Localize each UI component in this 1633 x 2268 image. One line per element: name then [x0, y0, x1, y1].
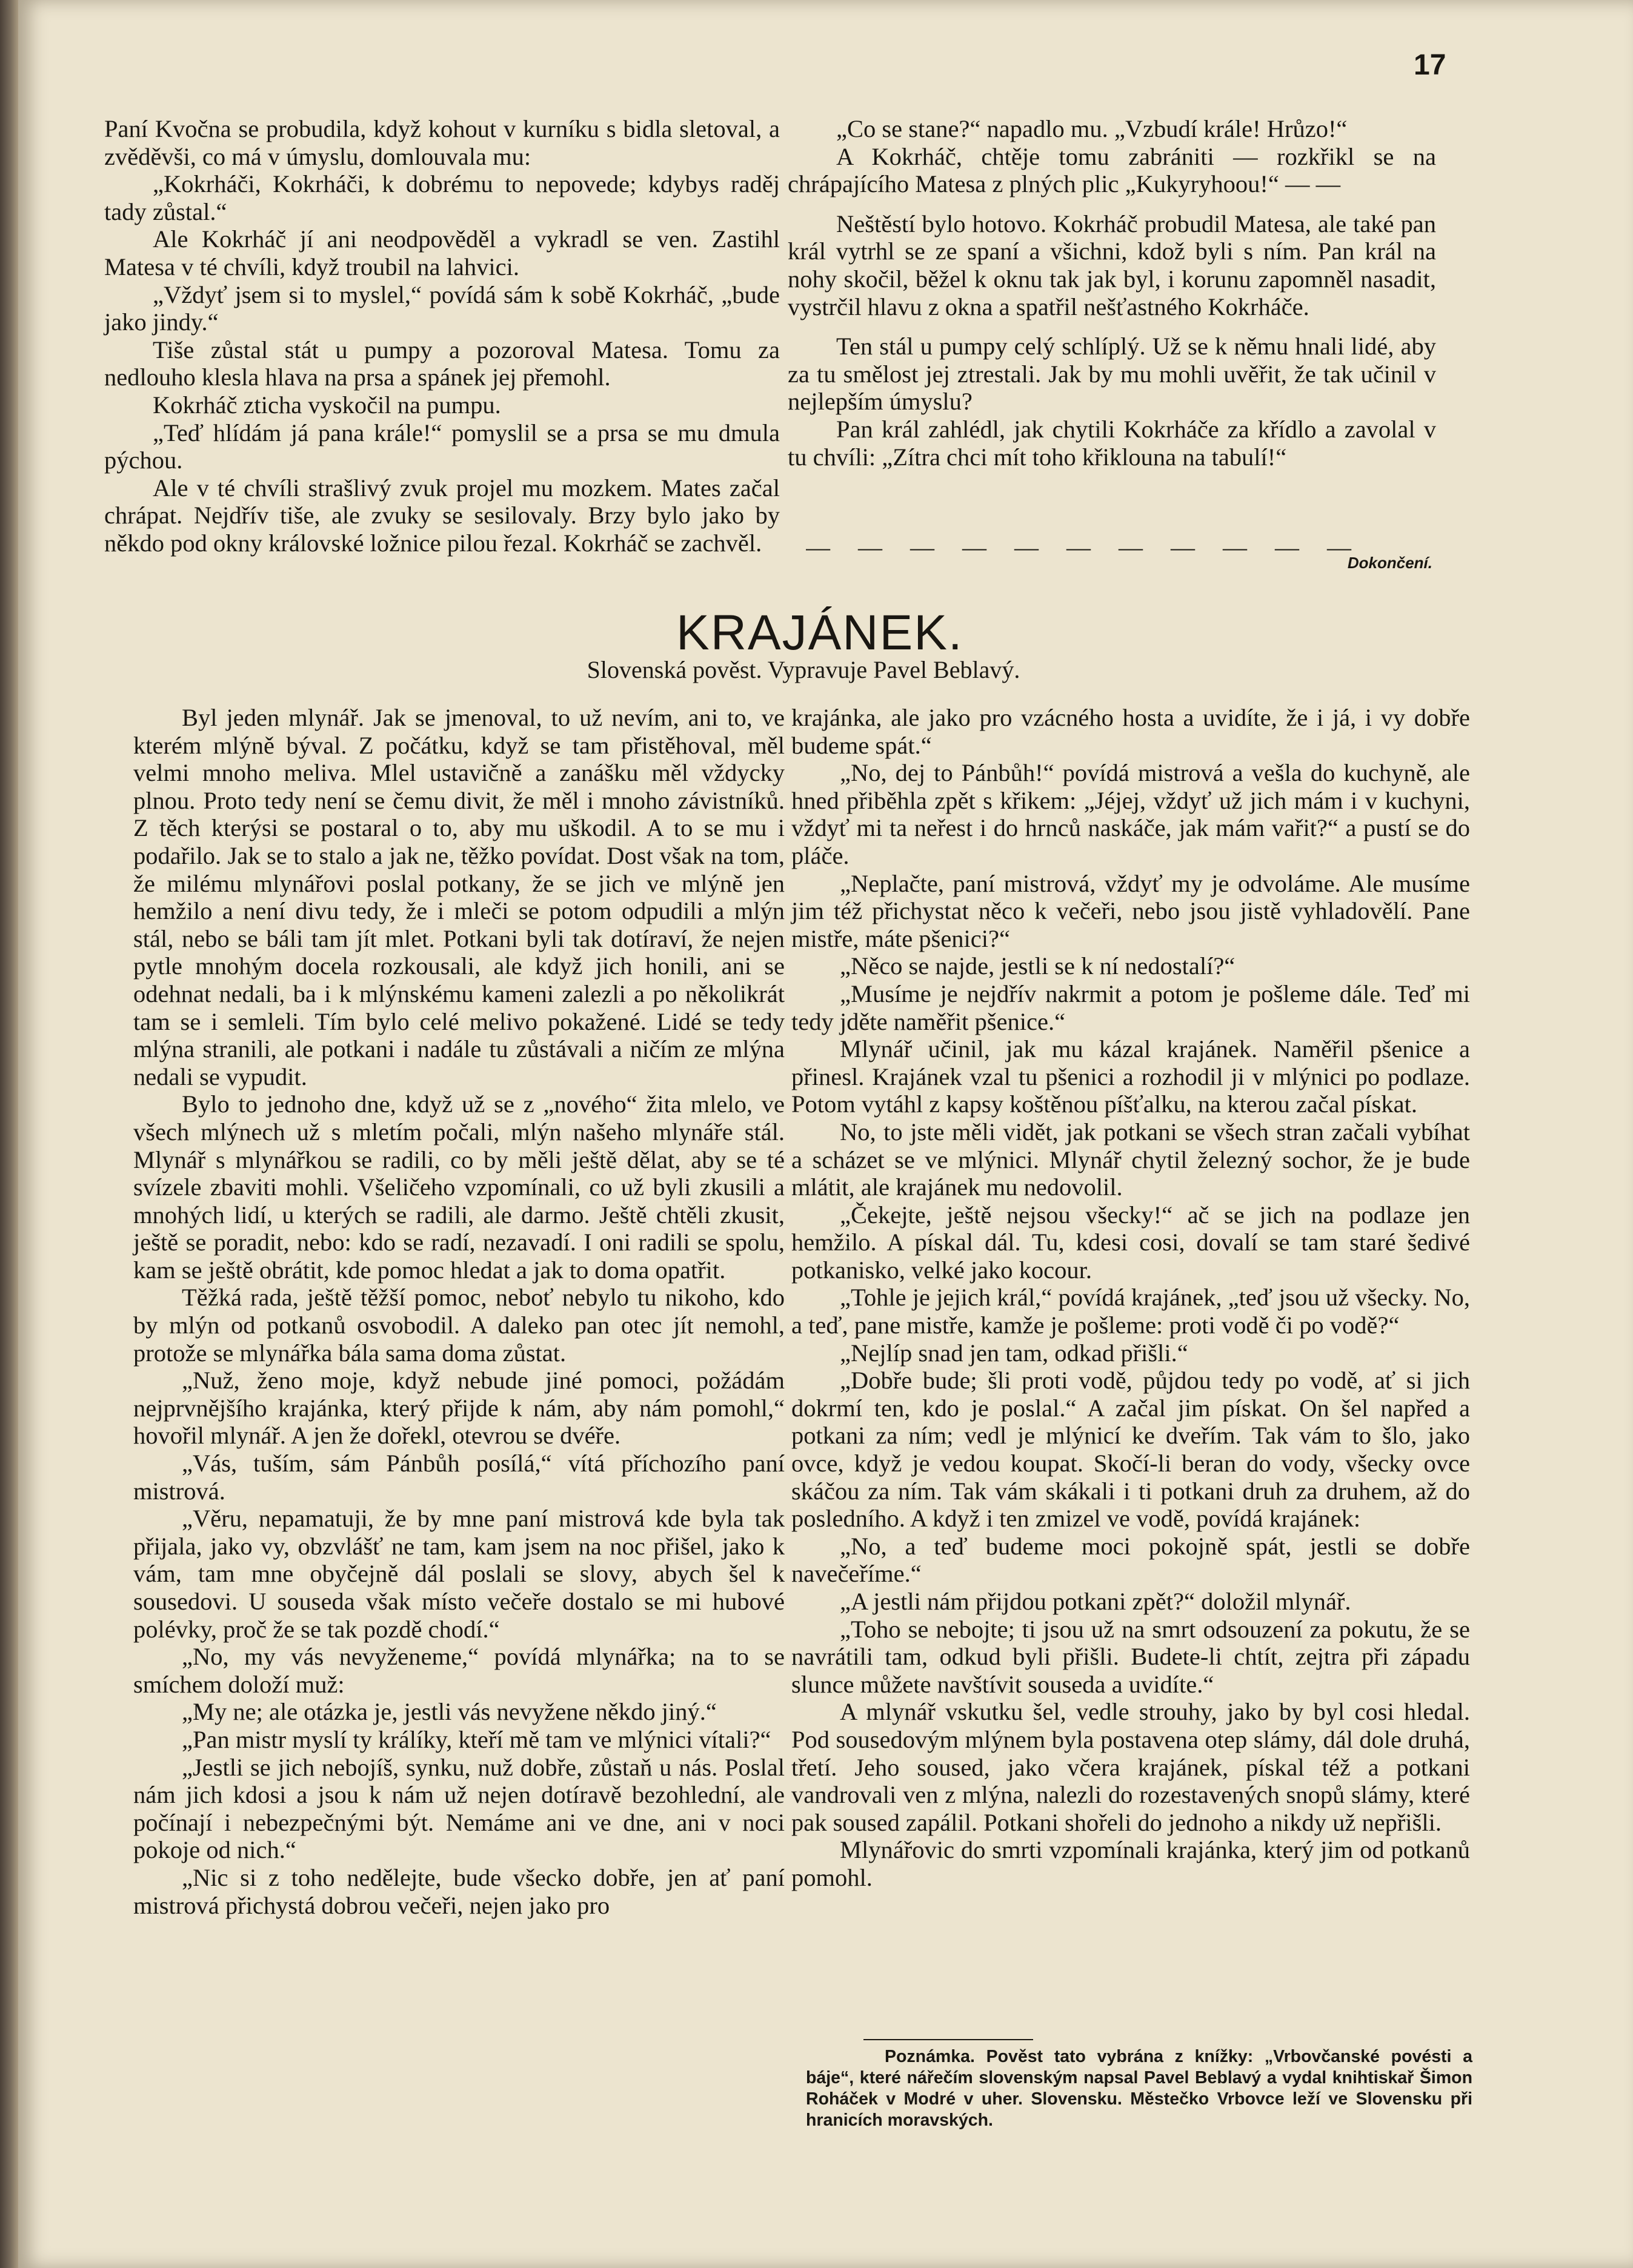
- footnote-rule: [863, 2039, 1033, 2040]
- paragraph: „Vždyť jsem si to myslel,“ povídá sám k sobě Kokrháč, „bude jako jindy.“: [104, 280, 780, 336]
- paragraph: Neštěstí bylo hotovo. Kokrháč probudil Matesa, ale také pan král vytrhl se ze spaní a všichni, kdož byli s ním. Pan král na nohy skočil, běžel k oknu tak jak byl, i korunu zapomněl nasadit, vystrčil hlavu z okna a spatřil nešťastného Kokrháče.: [788, 210, 1436, 320]
- paragraph: „Dobře bude; šli proti vodě, půjdou tedy po vodě, ať si jich dokrmí ten, kdo je poslal.“ A začal jim pískat. On šel napřed a potkani za ním; vedl je mlýnicí ke dveřím. Tak vám to šlo, jako ovce, když je vedou koupat. Skočí-li beran do vody, všecky ovce skáčou za ním. Tak vám skákali i ti potkani druh za druhem, až do posledního. A když i ten zmizel ve vodě, povídá krajánek:: [791, 1367, 1470, 1533]
- paragraph: „Neplačte, paní mistrová, vždyť my je odvoláme. Ale musíme jim též přichystat něco k večeři, nebo jsou jistě vyhladovělí. Pane mistře, máte pšenici?“: [791, 869, 1470, 952]
- paragraph: A Kokrháč, chtěje tomu zabrániti — rozkřikl se na chrápajícího Matesa z plných plic „Kukyryhoou!“ — —: [788, 142, 1436, 198]
- page-number: 17: [1414, 49, 1446, 81]
- paragraph: „No, my vás nevyženeme,“ povídá mlynářka; na to se smíchem doloží muž:: [133, 1643, 785, 1698]
- top-left-column: [104, 115, 780, 557]
- paragraph: Mlynář učinil, jak mu kázal krajánek. Naměřil pšenice a přinesl. Krajánek vzal tu pšenici a rozhodil ji v mlýnici po podlaze. Potom vytáhl z kapsy koštěnou píšťalku, na kterou začal pískat.: [791, 1035, 1470, 1118]
- story-title: KRAJÁNEK.: [676, 605, 963, 660]
- paragraph: „No, a teď budeme moci pokojně spát, jestli se dobře navečeříme.“: [791, 1532, 1470, 1588]
- paragraph: A mlynář vskutku šel, vedle strouhy, jako by byl cosi hledal. Pod sousedovým mlýnem byla postavena otep slámy, dál dole druhá, třetí. Jeho soused, jako včera krajánek, pískal též a potkani vandrovali ven z mlýna, nalezli do rozestavených snopů slámy, které pak soused zapálil. Potkani shořeli do jednoho a nikdy už nepřišli.: [791, 1698, 1470, 1836]
- paragraph: „Co se stane?“ napadlo mu. „Vzbudí krále! Hrůzo!“: [836, 115, 1348, 142]
- paragraph: „Nejlíp snad jen tam, odkad přišli.“: [840, 1339, 1188, 1367]
- paragraph: Ale Kokrháč jí ani neodpověděl a vykradl se ven. Zastihl Matesa v té chvíli, když troubil na lahvici.: [104, 225, 780, 280]
- paragraph: „Nuž, ženo moje, když nebude jiné pomoci, požádám nejprvnějšího krajánka, který přijde k nám, aby nám pomohl,“ hovořil mlynář. A jen že dořekl, otevrou se dvéře.: [133, 1367, 785, 1450]
- paragraph: „Nic si z toho nedělejte, bude všecko dobře, jen ať paní mistrová přichystá dobrou večeři, nejen jako pro: [133, 1863, 785, 1919]
- right-column: [791, 704, 1470, 1892]
- paragraph: No, to jste měli vidět, jak potkani se všech stran začali vybíhat a scházet se ve mlýnici. Mlynář chytil železný sochor, že je bude mlátit, ale krajánek mu nedovolil.: [791, 1118, 1470, 1201]
- conclusion-mark: Dokončení.: [1347, 554, 1432, 572]
- paragraph: „My ne; ale otázka je, jestli vás nevyžene někdo jiný.“: [182, 1698, 717, 1726]
- footnote-text: Poznámka. Pověst tato vybrána z knížky: „Vrbovčanské povésti a báje“, které nářečím slovenským napsal Pavel Beblavý a vydal knihtiskař Šimon Roháček v Modré v uher. Slovensku. Městečko Vrbovce leží ve Slovensku při hranicích moravských.: [806, 2047, 1472, 2130]
- paragraph: Těžká rada, ještě těžší pomoc, neboť nebylo tu nikoho, kdo by mlýn od potkanů osvobodil. A daleko pan otec jít nemohl, protože se mlynářka bála sama doma zůstat.: [133, 1284, 785, 1367]
- footnote: [806, 2046, 1472, 2131]
- paragraph: Mlynářovic do smrti vzpomínali krajánka, který jim od potkanů pomohl.: [791, 1836, 1470, 1891]
- paragraph: „Toho se nebojte; ti jsou už na smrt odsouzení za pokutu, že se navrátili tam, odkud byli přišli. Budete-li chtít, zejtra při západu slunce můžete navštívit souseda a uvidíte.“: [791, 1615, 1470, 1698]
- paragraph: Byl jeden mlynář. Jak se jmenoval, to už nevím, ani to, ve kterém mlýně býval. Z počátku, když se tam přistěhoval, měl velmi mnoho meliva. Mlel ustavičně a zanášku měl vždycky plnou. Proto tedy není se čemu divit, že měl i mnoho závistníků. Z těch kterýsi se postaral o to, aby mu uškodil. A to se mu i podařilo. Jak se to stalo a jak ne, těžko povídat. Dost však na tom, že milému mlynářovi poslal potkany, že se jich ve mlýně jen hemžilo a není divu tedy, že i mleči se potom odpudili a mlýn stál, nebo se báli tam jít mlet. Potkani byli tak dotíraví, že nejen pytle mnohým docela rozkousali, ale když jich honili, ani se odehnat nedali, ba i k mlýnskému kameni zalezli a po několikrát tam se i semleli. Tím bylo celé melivo pokažené. Lidé se tedy mlýna stranili, ale potkani i nadále tu zůstávali a ničím ze mlýna nedali se vypudit.: [133, 704, 785, 1090]
- paragraph: „Vás, tuším, sám Pánbůh posílá,“ vítá příchozího paní mistrová.: [133, 1450, 785, 1505]
- paragraph: „No, dej to Pánbůh!“ povídá mistrová a vešla do kuchyně, ale hned přiběhla zpět s křikem: „Jéjej, vždyť už jich mám i v kuchyni, vždyť mi ta neřest i do hrnců naskáče, jak mám vařit?“ a pustí se do pláče.: [791, 759, 1470, 869]
- paragraph: Kokrháč zticha vyskočil na pumpu.: [153, 391, 501, 419]
- paragraph: Ten stál u pumpy celý schlíplý. Už se k němu hnali lidé, aby za tu smělost jej ztrestali. Jak by mu mohli uvěřit, že tak učinil v nejlepším úmyslu?: [788, 333, 1436, 416]
- paragraph: „Kokrháči, Kokrháči, k dobrému to nepovede; kdybys raděj tady zůstal.“: [104, 170, 780, 225]
- paragraph: „Věru, nepamatuji, že by mne paní mistrová kde byla tak přijala, jako vy, obzvlášť ne tam, kam jsem na noc přišel, jako k vám, tam mne obyčejně dál poslali se slovy, abych šel k sousedovi. U souseda však místo večeře dostalo se mi hubové polévky, proč že se tak pozdě chodí.“: [133, 1505, 785, 1643]
- paragraph: Paní Kvočna se probudila, když kohout v kurníku s bidla sletoval, a zvěděvši, co má v úmyslu, domlouvala mu:: [104, 115, 780, 170]
- paragraph: „Teď hlídám já pana krále!“ pomyslil se a prsa se mu dmula pýchou.: [104, 419, 780, 474]
- paragraph: „Tohle je jejich král,“ povídá krajánek, „teď jsou už všecky. No, a teď, pane mistře, kamže je pošleme: proti vodě či po vodě?“: [791, 1284, 1470, 1339]
- paragraph: „Čekejte, ještě nejsou všecky!“ ač se jich na podlaze jen hemžilo. A pískal dál. Tu, kdesi cosi, dovalí se tam staré šedivé potkanisko, velké jako kocour.: [791, 1201, 1470, 1284]
- top-right-column: [788, 115, 1436, 471]
- paragraph: Ale v té chvíli strašlivý zvuk projel mu mozkem. Mates začal chrápat. Nejdřív tiše, ale zvuky se sesilovaly. Brzy bylo jako by někdo pod okny královské ložnice pilou řezal. Kokrháč se zachvěl.: [104, 474, 780, 557]
- paragraph: krajánka, ale jako pro vzácného hosta a uvidíte, že i já, i vy dobře budeme spát.“: [791, 704, 1470, 759]
- paragraph: „Pan mistr myslí ty králíky, kteří mě tam ve mlýnici vítali?“: [182, 1725, 771, 1753]
- paragraph: „A jestli nám přijdou potkani zpět?“ doložil mlynář.: [840, 1588, 1351, 1615]
- paragraph: „Něco se najde, jestli se k ní nedostalí?“: [840, 952, 1236, 980]
- paragraph: Bylo to jednoho dne, když už se z „nového“ žita mlelo, ve všech mlýnech už s mletím počali, mlýn našeho mlynáře stál. Mlynář s mlynářkou se radili, co by měli ještě dělat, aby se té svízele zbaviti mohli. Všeličeho vzpomínali, co už byli zkusili a mnohých lidí, u kterých se radili, ale darmo. Ještě chtěli zkusit, ještě se poradit, nebo: kdo se radí, nezavadí. I oni radili se spolu, kam se ještě obrátit, kde pomoc hledat a jak to doma opatřit.: [133, 1090, 785, 1284]
- document-page: [18, 0, 1633, 2268]
- story-subtitle: Slovenská pověst. Vypravuje Pavel Beblavý.: [587, 656, 1020, 683]
- binding-gutter: [0, 0, 18, 2268]
- paragraph: Tiše zůstal stát u pumpy a pozoroval Matesa. Tomu za nedlouho klesla hlava na prsa a spánek jej přemohl.: [104, 336, 780, 391]
- paragraph: „Jestli se jich nebojíš, synku, nuž dobře, zůstaň u nás. Poslal nám jich kdosi a jsou k nám už nejen dotíravě bezohlední, ale počínají i nebezpečnými být. Nemáme ani ve dne, ani v noci pokoje od nich.“: [133, 1753, 785, 1864]
- section-dashes: — — — — — — — — — — —: [806, 534, 1362, 561]
- paragraph: „Musíme je nejdřív nakrmit a potom je pošleme dále. Teď mi tedy jděte naměřit pšenice.“: [791, 980, 1470, 1035]
- left-column: [133, 704, 785, 1919]
- paragraph: Pan král zahlédl, jak chytili Kokrháče za křídlo a zavolal v tu chvíli: „Zítra chci mít toho křiklouna na tabulí!“: [788, 415, 1436, 471]
